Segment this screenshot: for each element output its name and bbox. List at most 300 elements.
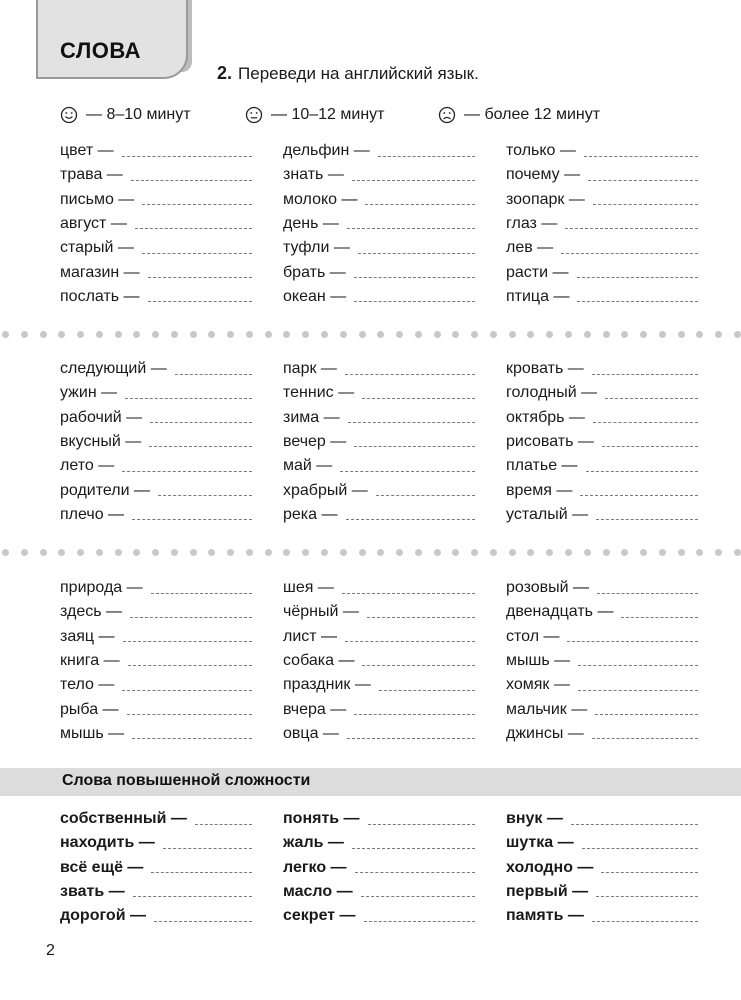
separator-dot (340, 549, 347, 556)
answer-blank[interactable] (580, 495, 698, 496)
word-label: вечер — (283, 432, 347, 450)
answer-blank[interactable] (148, 301, 252, 302)
separator-dot (40, 331, 47, 338)
answer-blank[interactable] (347, 738, 475, 739)
separator-dot (434, 549, 441, 556)
answer-blank[interactable] (595, 714, 698, 715)
answer-blank[interactable] (133, 896, 252, 897)
separator-dot (21, 549, 28, 556)
word-label: расти — (506, 263, 569, 281)
word-label: рабочий — (60, 408, 143, 426)
answer-blank[interactable] (361, 896, 475, 897)
answer-blank[interactable] (592, 738, 698, 739)
word-label: розовый — (506, 579, 590, 596)
answer-blank[interactable] (142, 204, 252, 205)
word-entry (60, 650, 252, 672)
word-entry (283, 504, 475, 526)
word-entry (506, 213, 698, 235)
separator-dot (302, 549, 309, 556)
answer-blank[interactable] (567, 641, 698, 642)
page-number: 2 (46, 942, 55, 959)
separator-dot (715, 331, 722, 338)
answer-blank[interactable] (163, 848, 252, 849)
word-entry (283, 358, 475, 380)
separator-dot (321, 549, 328, 556)
word-entry (283, 723, 475, 745)
separator-dot (678, 331, 685, 338)
word-entry (60, 504, 252, 526)
word-label: только — (506, 142, 576, 159)
word-entry (283, 857, 475, 879)
answer-blank[interactable] (352, 848, 475, 849)
separator-dot (565, 549, 572, 556)
answer-blank[interactable] (593, 204, 698, 205)
word-label: письмо — (60, 190, 135, 208)
separator-dot (246, 331, 253, 338)
answer-blank[interactable] (175, 374, 252, 375)
separator-dot (377, 331, 384, 338)
word-label: лето — (60, 457, 115, 475)
word-label: стол — (506, 627, 560, 645)
separator-dot (659, 549, 666, 556)
word-entry (60, 480, 252, 502)
smiley-neutral-icon (245, 106, 263, 124)
answer-blank[interactable] (132, 519, 252, 520)
answer-blank[interactable] (355, 872, 475, 873)
answer-blank[interactable] (362, 665, 475, 666)
separator-dot (509, 331, 516, 338)
word-label: рисовать — (506, 432, 594, 450)
separator-dot (715, 549, 722, 556)
word-entry (506, 140, 698, 162)
answer-blank[interactable] (354, 301, 475, 302)
separator-dot (77, 549, 84, 556)
answer-blank[interactable] (347, 228, 475, 229)
page-title: СЛОВА (60, 38, 142, 63)
word-label: шея — (283, 579, 334, 596)
word-entry (506, 577, 698, 599)
answer-blank[interactable] (128, 665, 252, 666)
word-label: первый — (506, 882, 589, 900)
separator-dot (21, 331, 28, 338)
word-label: вкусный — (60, 432, 142, 450)
word-entry (283, 480, 475, 502)
answer-blank[interactable] (195, 824, 252, 825)
word-label: легко — (283, 858, 347, 876)
word-label: праздник — (283, 676, 371, 694)
task-instruction (217, 63, 479, 84)
smiley-sad-icon (438, 106, 456, 124)
answer-blank[interactable] (593, 422, 698, 423)
word-label: май — (283, 457, 333, 475)
word-label: глаз — (506, 214, 558, 232)
word-label: трава — (60, 166, 123, 184)
word-entry (283, 189, 475, 211)
answer-blank[interactable] (561, 253, 698, 254)
answer-blank[interactable] (588, 180, 698, 181)
answer-blank[interactable] (582, 848, 698, 849)
word-entry (506, 480, 698, 502)
separator-dot (490, 549, 497, 556)
separator-dot (640, 331, 647, 338)
answer-blank[interactable] (592, 374, 698, 375)
word-label: холодно — (506, 858, 594, 876)
word-entry (506, 189, 698, 211)
separator-dot (396, 331, 403, 338)
word-entry (60, 358, 252, 380)
answer-blank[interactable] (122, 156, 252, 157)
word-entry (506, 431, 698, 453)
answer-blank[interactable] (379, 690, 475, 691)
word-entry (283, 601, 475, 623)
timer-slow-label: — более 12 минут (464, 106, 601, 123)
answer-blank[interactable] (578, 665, 698, 666)
separator-dot (471, 331, 478, 338)
answer-blank[interactable] (123, 641, 252, 642)
separator-dot (359, 331, 366, 338)
separator-dot (265, 549, 272, 556)
separator-dot (321, 331, 328, 338)
answer-blank[interactable] (596, 519, 698, 520)
separator-dot (734, 549, 741, 556)
word-entry (283, 455, 475, 477)
word-label: родители — (60, 481, 150, 499)
answer-blank[interactable] (596, 896, 698, 897)
separator-dot (190, 331, 197, 338)
answer-blank[interactable] (368, 824, 475, 825)
separator-dot (265, 331, 272, 338)
answer-blank[interactable] (345, 641, 475, 642)
word-entry (506, 626, 698, 648)
word-entry (283, 626, 475, 648)
separator-dot (640, 549, 647, 556)
word-label: мальчик — (506, 700, 588, 718)
answer-blank[interactable] (352, 180, 475, 181)
answer-blank[interactable] (130, 617, 252, 618)
answer-blank[interactable] (584, 156, 698, 157)
answer-blank[interactable] (122, 471, 252, 472)
word-entry (506, 808, 698, 830)
word-entry (283, 431, 475, 453)
word-label: вчера — (283, 700, 347, 718)
separator-dot (396, 549, 403, 556)
separator-dot (340, 331, 347, 338)
separator-dot (152, 549, 159, 556)
section-separator (0, 331, 741, 339)
separator-dot (115, 331, 122, 338)
word-label: дельфин — (283, 142, 370, 159)
separator-dot (509, 549, 516, 556)
word-label: время — (506, 481, 573, 499)
answer-blank[interactable] (151, 872, 252, 873)
separator-dot (96, 549, 103, 556)
word-entry (60, 286, 252, 308)
word-entry (283, 674, 475, 696)
answer-blank[interactable] (151, 593, 252, 594)
word-label: внук — (506, 810, 563, 827)
word-entry (60, 382, 252, 404)
answer-blank[interactable] (149, 446, 252, 447)
word-label: туфли — (283, 239, 350, 257)
word-entry (506, 832, 698, 854)
word-entry (283, 382, 475, 404)
word-label: океан — (283, 287, 347, 305)
word-label: находить — (60, 834, 155, 852)
answer-blank[interactable] (127, 714, 252, 715)
word-entry (506, 723, 698, 745)
word-entry (283, 832, 475, 854)
word-label: память — (506, 907, 584, 925)
answer-blank[interactable] (354, 446, 475, 447)
word-entry (506, 504, 698, 526)
word-entry (60, 808, 252, 830)
word-label: мышь — (506, 651, 571, 669)
separator-dot (246, 549, 253, 556)
word-label: усталый — (506, 505, 589, 523)
word-entry (60, 832, 252, 854)
word-label: лист — (283, 627, 338, 645)
separator-dot (283, 331, 290, 338)
word-label: цвет — (60, 142, 114, 159)
word-entry (506, 905, 698, 927)
word-label: заяц — (60, 627, 115, 645)
answer-blank[interactable] (592, 921, 698, 922)
word-label: парк — (283, 360, 337, 377)
separator-dot (377, 549, 384, 556)
word-label: жаль — (283, 834, 344, 852)
word-label: мышь — (60, 724, 125, 742)
separator-dot (2, 549, 9, 556)
separator-dot (58, 549, 65, 556)
separator-dot (115, 549, 122, 556)
word-entry (506, 601, 698, 623)
word-entry (283, 650, 475, 672)
word-entry (60, 431, 252, 453)
word-label: платье — (506, 457, 578, 475)
task-number: 2. (217, 63, 233, 83)
answer-blank[interactable] (348, 422, 475, 423)
separator-dot (415, 549, 422, 556)
separator-dot (171, 331, 178, 338)
word-entry (283, 140, 475, 162)
separator-dot (434, 331, 441, 338)
separator-dot (96, 331, 103, 338)
word-entry (283, 237, 475, 259)
separator-dot (471, 549, 478, 556)
word-entry (506, 286, 698, 308)
separator-dot (452, 549, 459, 556)
word-label: дорогой — (60, 907, 146, 925)
word-entry (60, 455, 252, 477)
answer-blank[interactable] (378, 156, 475, 157)
separator-dot (227, 331, 234, 338)
word-entry (283, 881, 475, 903)
separator-dot (621, 549, 628, 556)
word-label: плечо — (60, 505, 125, 523)
separator-dot (584, 331, 591, 338)
separator-dot (415, 331, 422, 338)
word-entry (60, 164, 252, 186)
answer-blank[interactable] (358, 253, 475, 254)
task-text: Переведи на английский язык. (238, 64, 479, 83)
separator-dot (133, 549, 140, 556)
answer-blank[interactable] (131, 180, 252, 181)
separator-dot (208, 331, 215, 338)
word-entry (283, 699, 475, 721)
word-entry (60, 723, 252, 745)
answer-blank[interactable] (135, 228, 252, 229)
separator-dot (2, 331, 9, 338)
separator-dot (302, 331, 309, 338)
answer-blank[interactable] (340, 471, 475, 472)
word-entry (60, 213, 252, 235)
answer-blank[interactable] (601, 872, 698, 873)
word-entry (60, 262, 252, 284)
word-entry (506, 881, 698, 903)
word-entry (60, 237, 252, 259)
separator-dot (152, 331, 159, 338)
word-entry (60, 577, 252, 599)
answer-blank[interactable] (345, 374, 475, 375)
word-label: зима — (283, 408, 340, 426)
word-label: джинсы — (506, 724, 584, 742)
word-label: здесь — (60, 603, 122, 621)
answer-blank[interactable] (342, 593, 475, 594)
timer-slow (438, 103, 600, 127)
word-label: двенадцать — (506, 603, 614, 621)
timer-medium-label: — 10–12 минут (271, 106, 385, 123)
answer-blank[interactable] (148, 277, 252, 278)
answer-blank[interactable] (362, 398, 475, 399)
word-label: август — (60, 214, 127, 232)
word-label: хомяк — (506, 676, 570, 694)
word-entry (506, 164, 698, 186)
separator-dot (546, 331, 553, 338)
separator-dot (546, 549, 553, 556)
word-label: следующий — (60, 360, 167, 377)
separator-dot (452, 331, 459, 338)
word-entry (283, 905, 475, 927)
word-label: понять — (283, 810, 360, 827)
word-entry (506, 455, 698, 477)
word-entry (506, 358, 698, 380)
word-label: лев — (506, 239, 554, 257)
word-label: день — (283, 214, 339, 232)
answer-blank[interactable] (122, 690, 252, 691)
answer-blank[interactable] (354, 714, 475, 715)
separator-dot (227, 549, 234, 556)
answer-blank[interactable] (578, 690, 698, 691)
word-label: чёрный — (283, 603, 359, 621)
word-label: ужин — (60, 384, 118, 402)
separator-dot (133, 331, 140, 338)
word-label: почему — (506, 166, 581, 184)
separator-dot (527, 331, 534, 338)
word-label: октябрь — (506, 408, 585, 426)
word-entry (506, 407, 698, 429)
answer-blank[interactable] (586, 471, 698, 472)
word-entry (60, 407, 252, 429)
word-entry (60, 140, 252, 162)
word-label: книга — (60, 651, 120, 669)
answer-blank[interactable] (602, 446, 698, 447)
word-label: шутка — (506, 834, 574, 852)
word-label: тело — (60, 676, 115, 694)
separator-dot (734, 331, 741, 338)
answer-blank[interactable] (605, 398, 698, 399)
word-label: звать — (60, 882, 125, 900)
word-entry (506, 857, 698, 879)
answer-blank[interactable] (364, 921, 475, 922)
word-entry (283, 164, 475, 186)
answer-blank[interactable] (125, 398, 252, 399)
answer-blank[interactable] (577, 301, 698, 302)
answer-blank[interactable] (346, 519, 476, 520)
word-entry (283, 407, 475, 429)
word-entry (506, 237, 698, 259)
answer-blank[interactable] (577, 277, 698, 278)
answer-blank[interactable] (621, 617, 698, 618)
word-label: магазин — (60, 263, 140, 281)
answer-blank[interactable] (597, 593, 698, 594)
answer-blank[interactable] (150, 422, 252, 423)
word-entry (60, 601, 252, 623)
answer-blank[interactable] (354, 277, 475, 278)
word-label: собака — (283, 651, 355, 669)
word-label: овца — (283, 724, 339, 742)
answer-blank[interactable] (142, 253, 252, 254)
word-label: храбрый — (283, 481, 368, 499)
separator-dot (490, 331, 497, 338)
word-entry (283, 577, 475, 599)
answer-blank[interactable] (571, 824, 698, 825)
hard-words-title: Слова повышенной сложности (62, 772, 311, 789)
word-entry (60, 881, 252, 903)
word-label: собственный — (60, 810, 187, 827)
separator-dot (678, 549, 685, 556)
word-entry (506, 674, 698, 696)
word-entry (506, 382, 698, 404)
answer-blank[interactable] (367, 617, 475, 618)
word-label: всё ещё — (60, 858, 144, 876)
separator-dot (58, 331, 65, 338)
word-entry (60, 905, 252, 927)
smiley-happy-icon (60, 106, 78, 124)
word-label: старый — (60, 239, 134, 257)
timer-fast-label: — 8–10 минут (86, 106, 191, 123)
answer-blank[interactable] (158, 495, 252, 496)
answer-blank[interactable] (132, 738, 252, 739)
section-separator (0, 549, 741, 557)
separator-dot (584, 549, 591, 556)
answer-blank[interactable] (565, 228, 698, 229)
separator-dot (77, 331, 84, 338)
separator-dot (359, 549, 366, 556)
separator-dot (190, 549, 197, 556)
word-entry (60, 626, 252, 648)
answer-blank[interactable] (376, 495, 475, 496)
word-label: зоопарк — (506, 190, 585, 208)
word-entry (283, 262, 475, 284)
word-entry (506, 262, 698, 284)
word-entry (506, 650, 698, 672)
separator-dot (603, 549, 610, 556)
separator-dot (527, 549, 534, 556)
word-label: рыба — (60, 700, 119, 718)
answer-blank[interactable] (154, 921, 252, 922)
separator-dot (621, 331, 628, 338)
answer-blank[interactable] (365, 204, 475, 205)
